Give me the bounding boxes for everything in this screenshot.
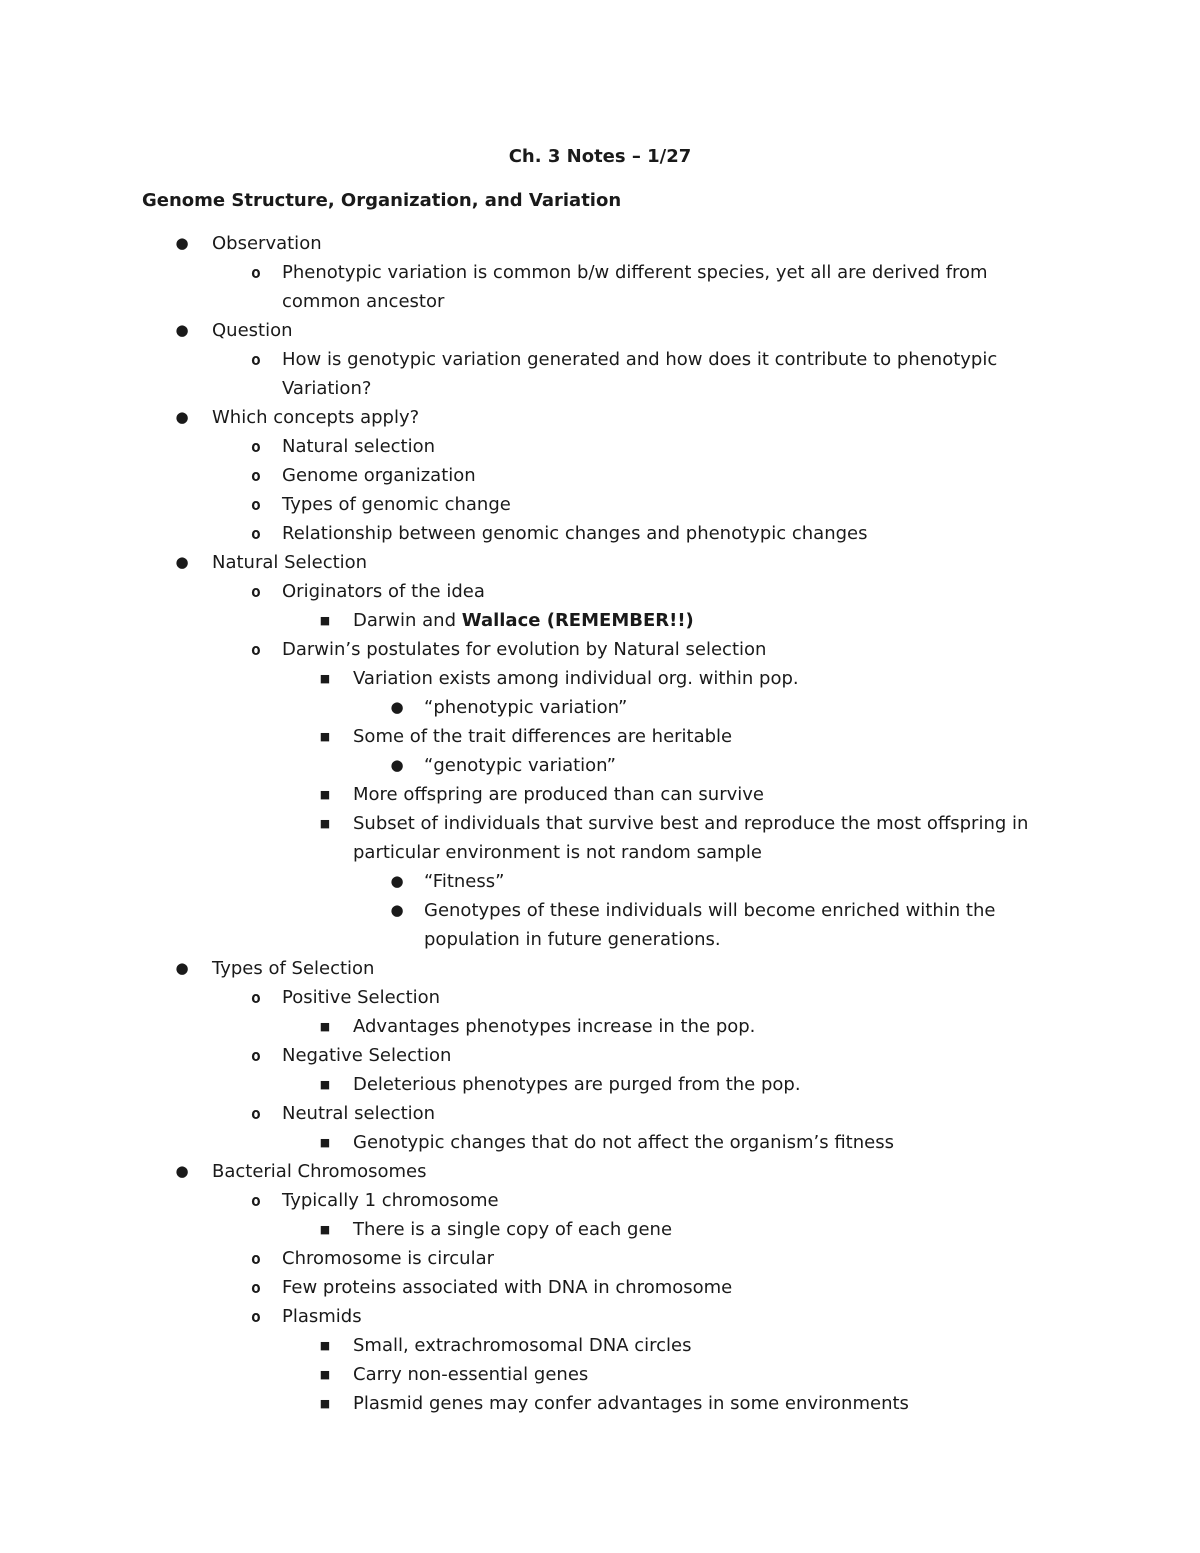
- emphasis-text: Wallace (REMEMBER!!): [461, 610, 694, 631]
- list-item-text: Neutral selection: [282, 1103, 436, 1124]
- list-item-level-3: [319, 1070, 1200, 1099]
- bullet-marker: o: [251, 582, 261, 601]
- list-item-text: Carry non-essential genes: [353, 1364, 589, 1385]
- list-item-text: More offspring are produced than can survive: [353, 784, 764, 805]
- section-heading: Genome Structure, Organization, and Variation: [142, 190, 622, 211]
- bullet-marker: ■: [319, 1397, 331, 1410]
- list-item-text: Few proteins associated with DNA in chromosome: [282, 1277, 733, 1298]
- bullet-marker: o: [251, 1046, 261, 1065]
- list-item-level-3: [319, 1360, 1200, 1389]
- bullet-marker: ■: [319, 1020, 331, 1033]
- list-item-level-4: [390, 896, 1200, 954]
- bullet-marker: o: [251, 1278, 261, 1297]
- list-item-level-3: [319, 1012, 1200, 1041]
- list-item-text: Variation exists among individual org. within pop.: [353, 668, 799, 689]
- list-item-text: Types of genomic change: [282, 494, 511, 515]
- list-item-text: Some of the trait differences are heritable: [353, 726, 733, 747]
- list-item-level-3: [319, 606, 1200, 635]
- bullet-marker: o: [251, 495, 261, 514]
- list-item-text: Question: [212, 320, 293, 341]
- bullet-marker: ■: [319, 672, 331, 685]
- bullet-marker: o: [251, 1249, 261, 1268]
- list-item-level-2: [251, 345, 1200, 403]
- list-item-level-4: [390, 693, 1200, 722]
- list-item-level-2: [251, 519, 1200, 548]
- list-item-text: Bacterial Chromosomes: [212, 1161, 427, 1182]
- list-item-text: Advantages phenotypes increase in the pop.: [353, 1016, 756, 1037]
- bullet-marker: ●: [175, 1162, 189, 1180]
- list-item-text: Observation: [212, 233, 322, 254]
- bullet-marker: ■: [319, 1078, 331, 1091]
- bullet-marker: ■: [319, 1223, 331, 1236]
- list-item-text: Plasmid genes may confer advantages in some environments: [353, 1393, 909, 1414]
- list-item-level-2: [251, 461, 1200, 490]
- bullet-marker: ■: [319, 1368, 331, 1381]
- list-item-level-1: [175, 403, 1200, 432]
- list-item-level-2: [251, 577, 1200, 606]
- bullet-marker: ●: [175, 321, 189, 339]
- list-item-level-3: [319, 722, 1200, 751]
- list-item-level-3: [319, 1331, 1200, 1360]
- bullet-marker: o: [251, 466, 261, 485]
- bullet-marker: o: [251, 1191, 261, 1210]
- bullet-marker: o: [251, 640, 261, 659]
- list-item-level-4: [390, 751, 1200, 780]
- list-item-text: Darwin and Wallace (REMEMBER!!): [353, 610, 694, 631]
- bullet-marker: o: [251, 1104, 261, 1123]
- list-item-level-1: [175, 954, 1200, 983]
- list-item-level-1: [175, 316, 1200, 345]
- list-item-text: “phenotypic variation”: [424, 697, 628, 718]
- bullet-marker: ■: [319, 614, 331, 627]
- list-item-text: Types of Selection: [212, 958, 375, 979]
- list-item-text: Genotypes of these individuals will become enriched within the population in future generations.: [424, 900, 996, 950]
- list-item-level-4: [390, 867, 1200, 896]
- list-item-level-1: [175, 229, 1200, 258]
- bullet-marker: o: [251, 263, 261, 282]
- bullet-marker: o: [251, 524, 261, 543]
- list-item-text: Natural selection: [282, 436, 436, 457]
- list-item-text: Deleterious phenotypes are purged from the pop.: [353, 1074, 801, 1095]
- list-item-level-2: [251, 1273, 1200, 1302]
- list-item-level-2: [251, 1041, 1200, 1070]
- bullet-marker: ●: [175, 234, 189, 252]
- list-item-text: Darwin’s postulates for evolution by Natural selection: [282, 639, 767, 660]
- list-item-text: There is a single copy of each gene: [353, 1219, 673, 1240]
- list-item-level-2: [251, 635, 1200, 664]
- notes-list: [0, 229, 1200, 1418]
- list-item-text: Genome organization: [282, 465, 476, 486]
- list-item-text: Positive Selection: [282, 987, 441, 1008]
- list-item-text: Relationship between genomic changes and phenotypic changes: [282, 523, 868, 544]
- list-item-level-2: [251, 983, 1200, 1012]
- bullet-marker: o: [251, 988, 261, 1007]
- list-item-text: Natural Selection: [212, 552, 368, 573]
- list-item-text: How is genotypic variation generated and how does it contribute to phenotypic Variation?: [282, 349, 998, 399]
- list-item-level-2: [251, 1099, 1200, 1128]
- list-item-text: Which concepts apply?: [212, 407, 420, 428]
- list-item-text: Genotypic changes that do not affect the organism’s fitness: [353, 1132, 894, 1153]
- list-item-level-2: [251, 1302, 1200, 1331]
- bullet-marker: ●: [390, 872, 404, 890]
- list-item-level-2: [251, 432, 1200, 461]
- bullet-marker: ●: [175, 959, 189, 977]
- list-item-text: “Fitness”: [424, 871, 505, 892]
- bullet-marker: o: [251, 1307, 261, 1326]
- list-item-level-2: [251, 1244, 1200, 1273]
- bullet-marker: ■: [319, 1136, 331, 1149]
- list-item-level-2: [251, 1186, 1200, 1215]
- list-item-level-3: [319, 809, 1200, 867]
- list-item-level-3: [319, 664, 1200, 693]
- bullet-marker: ■: [319, 1339, 331, 1352]
- list-item-text: Subset of individuals that survive best and reproduce the most offspring in particular environment is not random sample: [353, 813, 1029, 863]
- list-item-text: Plasmids: [282, 1306, 362, 1327]
- bullet-marker: ■: [319, 817, 331, 830]
- bullet-marker: o: [251, 437, 261, 456]
- list-item-level-2: [251, 258, 1200, 316]
- bullet-marker: ■: [319, 730, 331, 743]
- bullet-marker: ●: [390, 698, 404, 716]
- bullet-marker: ■: [319, 788, 331, 801]
- list-item-level-1: [175, 548, 1200, 577]
- list-item-text: Negative Selection: [282, 1045, 452, 1066]
- bullet-marker: ●: [175, 553, 189, 571]
- list-item-level-3: [319, 780, 1200, 809]
- list-item-text: Chromosome is circular: [282, 1248, 495, 1269]
- list-item-text: Phenotypic variation is common b/w different species, yet all are derived from common ancestor: [282, 262, 988, 312]
- list-item-text: Typically 1 chromosome: [282, 1190, 499, 1211]
- list-item-text: Originators of the idea: [282, 581, 485, 602]
- page-title: Ch. 3 Notes – 1/27: [508, 146, 692, 167]
- bullet-marker: ●: [175, 408, 189, 426]
- bullet-marker: ●: [390, 756, 404, 774]
- bullet-marker: o: [251, 350, 261, 369]
- list-item-level-3: [319, 1128, 1200, 1157]
- list-item-level-3: [319, 1215, 1200, 1244]
- list-item-level-3: [319, 1389, 1200, 1418]
- list-item-text: “genotypic variation”: [424, 755, 616, 776]
- list-item-text: Small, extrachromosomal DNA circles: [353, 1335, 692, 1356]
- list-item-level-2: [251, 490, 1200, 519]
- list-item-level-1: [175, 1157, 1200, 1186]
- bullet-marker: ●: [390, 901, 404, 919]
